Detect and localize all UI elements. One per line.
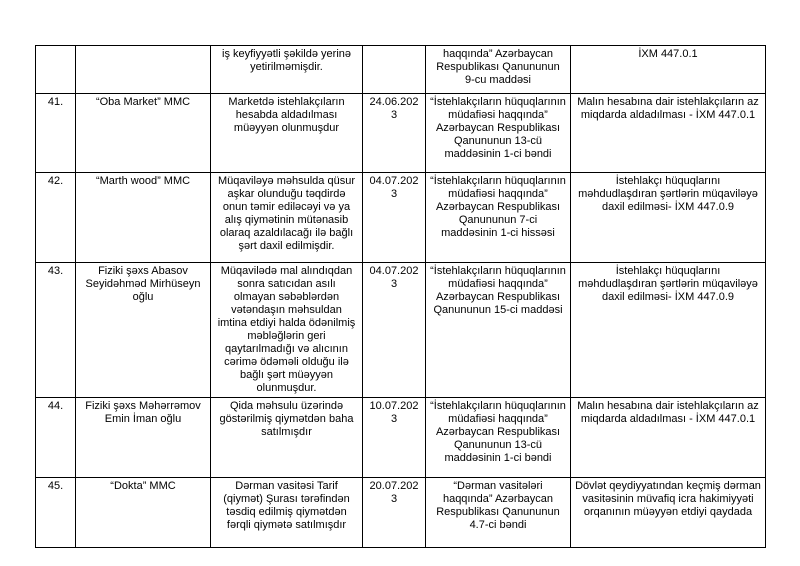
cell-legal-basis: “İstehlakçıların hüquqlarının müdafiəsi haqqında” Azərbaycan Respublikası Qanununun 15-ci maddəsi [426,263,571,398]
cell-number [36,46,76,94]
cell-description: Müqavilədə mal alındıqdan sonra satıcıdan asılı olmayan səbəblərdən vətəndaşın məhsuldan imtina etdiyi halda ödənilmiş məbləğlərin geri qaytarılmadığı və alıcının cərimə ödəməli olduğu ilə bağlı şərt müəyyən olunmuşdur. [211,263,363,398]
cell-description: iş keyfiyyətli şəkildə yerinə yetirilməmişdir. [211,46,363,94]
cell-date: 20.07.2023 [363,478,426,548]
cell-number: 41. [36,94,76,173]
cell-legal-basis: haqqında” Azərbaycan Respublikası Qanununun 9-cu maddəsi [426,46,571,94]
cell-description: Qida məhsulu üzərində göstərilmiş qiymətdən baha satılmışdır [211,398,363,478]
table-row [36,263,766,398]
cell-date: 04.07.2023 [363,173,426,263]
table-row [36,478,766,548]
cell-name: “Marth wood” MMC [76,173,211,263]
table-row [36,173,766,263]
cell-legal-basis: “İstehlakçıların hüquqlarının müdafiəsi haqqında” Azərbaycan Respublikası Qanununun 7-ci maddəsinin 1-ci hissəsi [426,173,571,263]
cell-legal-basis: “İstehlakçıların hüquqlarının müdafiəsi haqqında” Azərbaycan Respublikası Qanununun 13-cü maddəsinin 1-ci bəndi [426,94,571,173]
cell-number: 45. [36,478,76,548]
cell-number: 44. [36,398,76,478]
cell-sanction: İXM 447.0.1 [571,46,766,94]
cell-date: 04.07.2023 [363,263,426,398]
cell-date: 24.06.2023 [363,94,426,173]
cell-name: Fiziki şəxs Məhərrəmov Emin İman oğlu [76,398,211,478]
cell-description: Dərman vasitəsi Tarif (qiymət) Şurası tərəfindən təsdiq edilmiş qiymətdən fərqli qiymətə satılmışdır [211,478,363,548]
cell-date [363,46,426,94]
table-row [36,398,766,478]
cell-sanction: Malın hesabına dair istehlakçıların az miqdarda aldadılması - İXM 447.0.1 [571,94,766,173]
cell-sanction: İstehlakçı hüquqlarını məhdudlaşdıran şərtlərin müqaviləyə daxil edilməsi- İXM 447.0.9 [571,263,766,398]
cell-number: 42. [36,173,76,263]
cell-name: “Oba Market” MMC [76,94,211,173]
cell-date: 10.07.2023 [363,398,426,478]
cell-sanction: İstehlakçı hüquqlarını məhdudlaşdıran şərtlərin müqaviləyə daxil edilməsi- İXM 447.0.9 [571,173,766,263]
violations-table [35,45,766,548]
cell-name: “Dokta” MMC [76,478,211,548]
cell-description: Marketdə istehlakçıların hesabda aldadılması müəyyən olunmuşdur [211,94,363,173]
cell-name: Fiziki şəxs Abasov Seyidəhməd Mirhüseyn oğlu [76,263,211,398]
cell-number: 43. [36,263,76,398]
table-row [36,94,766,173]
cell-legal-basis: “İstehlakçıların hüquqlarının müdafiəsi haqqında” Azərbaycan Respublikası Qanununun 13-cü maddəsinin 1-ci bəndi [426,398,571,478]
cell-sanction: Malın hesabına dair istehlakçıların az miqdarda aldadılması - İXM 447.0.1 [571,398,766,478]
table-row [36,46,766,94]
cell-name [76,46,211,94]
violations-table-body [36,46,766,548]
cell-legal-basis: “Dərman vasitələri haqqında” Azərbaycan Respublikası Qanununun 4.7-ci bəndi [426,478,571,548]
cell-description: Müqaviləyə məhsulda qüsur aşkar olunduğu təqdirdə onun təmir ediləcəyi və ya alış qiymətinin mütənasib olaraq azaldılacağı ilə bağlı şərt daxil edilmişdir. [211,173,363,263]
cell-sanction: Dövlət qeydiyyatından keçmiş dərman vasitəsinin müvafiq icra hakimiyyəti orqanının müəyyən etdiyi qaydada [571,478,766,548]
